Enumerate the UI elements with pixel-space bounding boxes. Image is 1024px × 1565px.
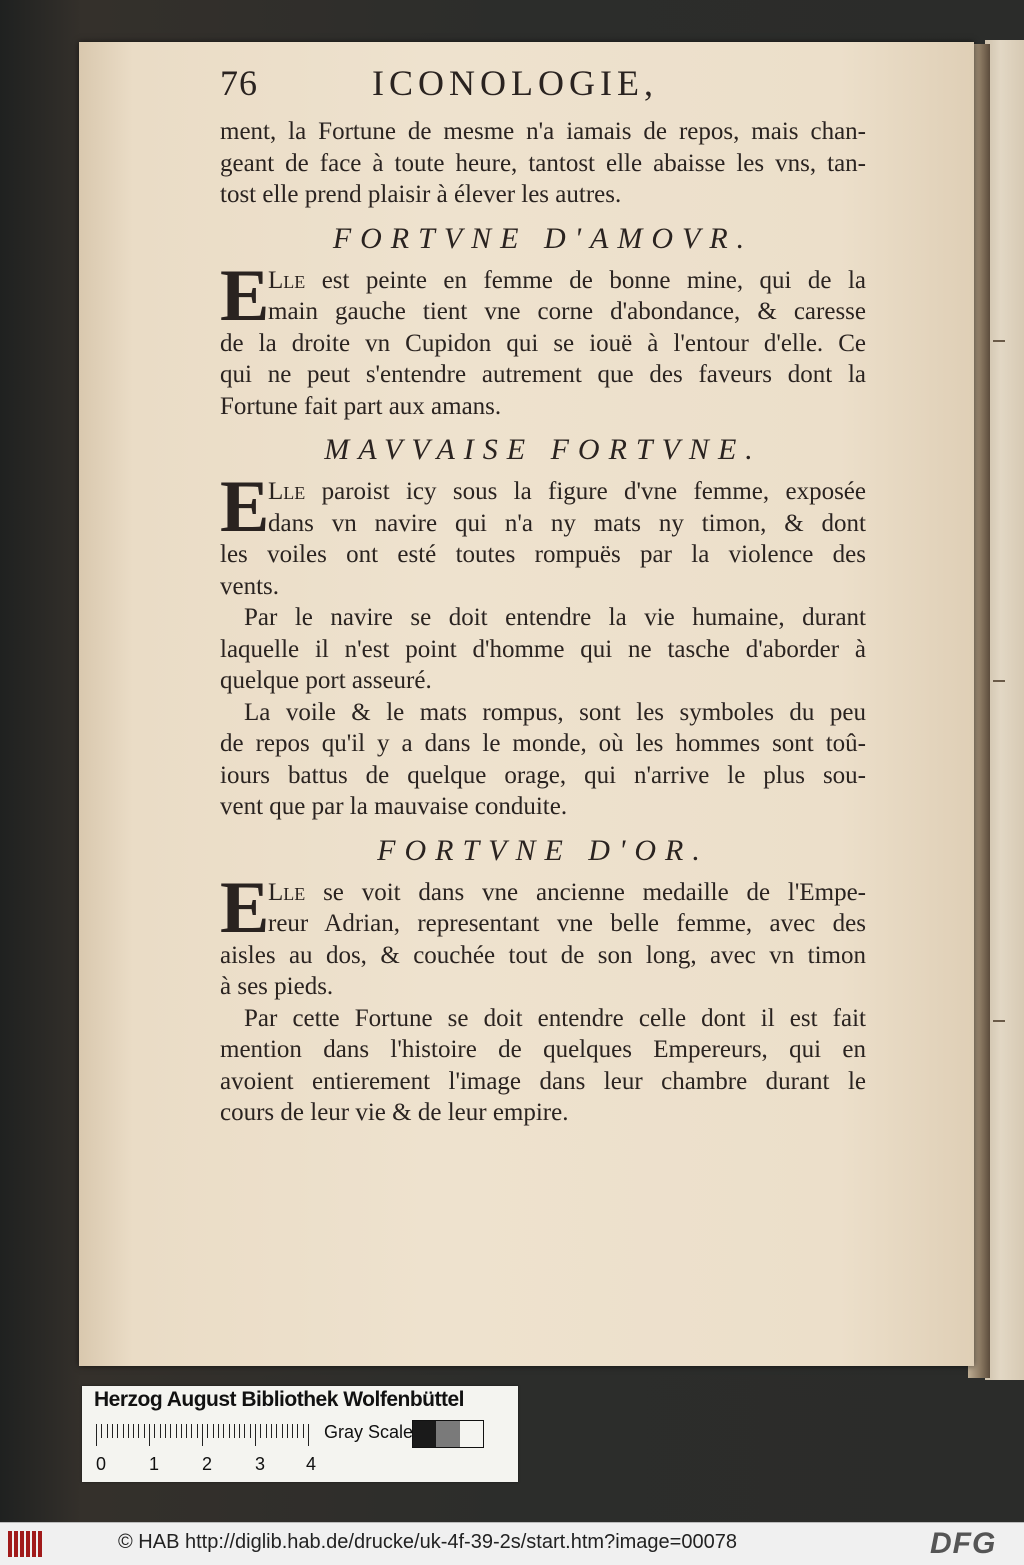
page-header	[220, 63, 920, 116]
text-line: cours de leur vie & de leur empire.	[220, 1099, 569, 1126]
ruler-tick	[101, 1424, 102, 1438]
gray-swatch	[460, 1421, 483, 1447]
ruler-label: 4	[306, 1454, 317, 1474]
text-line: qui ne peut s'entendre autrement que des faveurs dont la	[220, 361, 866, 388]
first-word: Lle	[268, 478, 306, 505]
footer-bar	[0, 1522, 1024, 1565]
ruler-tick	[292, 1424, 293, 1438]
text-line: iours battus de quelque orage, qui n'arrive le plus sou-	[220, 761, 866, 789]
text-line: La voile & le mats rompus, sont les symboles du peu	[244, 698, 866, 726]
ruler-tick	[255, 1424, 256, 1446]
ruler-label: 2	[202, 1454, 213, 1474]
ruler-tick	[276, 1424, 277, 1438]
section-paragraph	[220, 866, 866, 1003]
ruler-tick	[282, 1424, 283, 1438]
section-paragraph	[220, 466, 866, 602]
ruler-tick	[229, 1424, 230, 1438]
ruler-tick	[223, 1424, 224, 1438]
section-heading: FORTVNE D'AMOVR.	[332, 221, 754, 255]
ruler-tick	[176, 1424, 177, 1438]
hab-logo-icon	[8, 1531, 44, 1557]
ruler-tick	[266, 1424, 267, 1438]
ruler-tick	[165, 1424, 166, 1438]
ruler-tick	[234, 1424, 235, 1438]
line-rest: paroist icy sous la figure d'vne femme, exposée	[305, 478, 866, 505]
ruler-tick	[181, 1424, 182, 1438]
ruler-tick	[271, 1424, 272, 1438]
ruler-tick	[107, 1424, 108, 1438]
text-line: vent que par la mauvaise conduite.	[220, 793, 568, 820]
section-heading: FORTVNE D'OR.	[377, 833, 709, 867]
text-line: de la droite vn Cupidon qui se iouë à l'entour d'elle. Ce	[220, 329, 866, 357]
text-line: à ses pieds.	[220, 973, 334, 1000]
ruler-tick	[250, 1424, 251, 1438]
section-heading: MAVVAISE FORTVNE.	[324, 433, 762, 466]
text-line: les voiles ont esté toutes rompuës par la violence des	[220, 541, 866, 568]
gray-swatch	[413, 1421, 436, 1447]
ruler-tick	[303, 1424, 304, 1438]
page-number: 76	[220, 63, 258, 103]
text-line: Par le navire se doit entendre la vie humaine, durant	[244, 604, 866, 631]
ruler-tick	[128, 1424, 129, 1438]
ruler-tick	[123, 1424, 124, 1438]
text-line: tost elle prend plaisir à élever les autres.	[220, 181, 622, 208]
ruler-tick	[202, 1424, 203, 1446]
first-word: Lle	[268, 878, 306, 906]
ruler-tick	[218, 1424, 219, 1438]
grayscale-label: Gray Scale	[324, 1422, 414, 1442]
running-title: ICONOLOGIE,	[372, 63, 658, 103]
color-reference-card	[82, 1386, 518, 1482]
text-line: main gauche tient vne corne d'abondance, & caresse	[268, 298, 866, 325]
text-line: aisles au dos, & couchée tout de son long, avec vn timon	[220, 941, 866, 969]
ruler-tick	[239, 1424, 240, 1438]
ruler-tick	[144, 1424, 145, 1438]
gray-swatch	[436, 1421, 459, 1447]
text-line: dans vn navire qui n'a ny mats ny timon, & dont	[268, 509, 866, 537]
text-line	[220, 265, 866, 297]
ruler-tick	[149, 1424, 150, 1446]
text-line: reur Adrian, representant vne belle femme, avec des	[268, 910, 866, 937]
section-paragraph	[220, 254, 866, 423]
ruler-tick	[138, 1424, 139, 1438]
ruler-label: 0	[96, 1454, 107, 1474]
ruler-tick	[308, 1424, 309, 1446]
ruler-tick	[117, 1424, 118, 1438]
source-link[interactable]: © HAB http://diglib.hab.de/drucke/uk-4f-39-2s/start.htm?image=00078	[118, 1531, 737, 1553]
scale-ruler	[96, 1424, 316, 1448]
ruler-tick	[191, 1424, 192, 1438]
ruler-tick	[170, 1424, 171, 1438]
text-line: Fortune fait part aux amans.	[220, 392, 502, 420]
ruler-tick	[244, 1424, 245, 1438]
ruler-tick	[160, 1424, 161, 1438]
drop-cap: E	[220, 466, 270, 548]
ruler-tick	[207, 1424, 208, 1438]
drop-cap: E	[220, 254, 270, 337]
ruler-tick	[154, 1424, 155, 1438]
text-line: vents.	[220, 572, 280, 600]
line-rest: est peinte en femme de bonne mine, qui de la	[305, 266, 866, 294]
text-line: de repos qu'il y a dans le monde, où les hommes sont toû-	[220, 730, 866, 757]
library-name: Herzog August Bibliothek Wolfenbüttel	[94, 1388, 464, 1411]
next-page-edge	[985, 40, 1024, 1380]
text-line: mention dans l'histoire de quelques Empereurs, qui en	[220, 1036, 866, 1063]
ruler-tick	[213, 1424, 214, 1438]
first-word: Lle	[268, 266, 306, 294]
page-body	[220, 116, 866, 1129]
ruler-tick	[260, 1424, 261, 1438]
text-line: quelque port asseuré.	[220, 667, 432, 694]
text-line: Par cette Fortune se doit entendre celle dont il est fait	[244, 1004, 866, 1032]
text-line: avoient entierement l'image dans leur chambre durant le	[220, 1067, 866, 1095]
text-line: laquelle il n'est point d'homme qui ne tasche d'aborder à	[220, 635, 866, 663]
ruler-tick	[186, 1424, 187, 1438]
ruler-label: 3	[255, 1454, 266, 1474]
dfg-logo: DFG	[930, 1527, 997, 1560]
ruler-tick	[112, 1424, 113, 1438]
ruler-tick	[287, 1424, 288, 1438]
ruler-tick	[96, 1424, 97, 1446]
ruler-tick	[133, 1424, 134, 1438]
line-rest: se voit dans vne ancienne medaille de l'Empe-	[305, 878, 866, 906]
text-line: ment, la Fortune de mesme n'a iamais de repos, mais chan-	[220, 118, 866, 145]
text-line: geant de face à toute heure, tantost elle abaisse les vns, tan-	[220, 149, 866, 177]
ruler-label: 1	[149, 1454, 160, 1474]
gray-swatches	[412, 1420, 484, 1448]
ruler-tick	[297, 1424, 298, 1438]
drop-cap: E	[220, 866, 270, 949]
ruler-tick	[197, 1424, 198, 1438]
text-line	[220, 476, 866, 508]
text-line	[220, 877, 866, 909]
